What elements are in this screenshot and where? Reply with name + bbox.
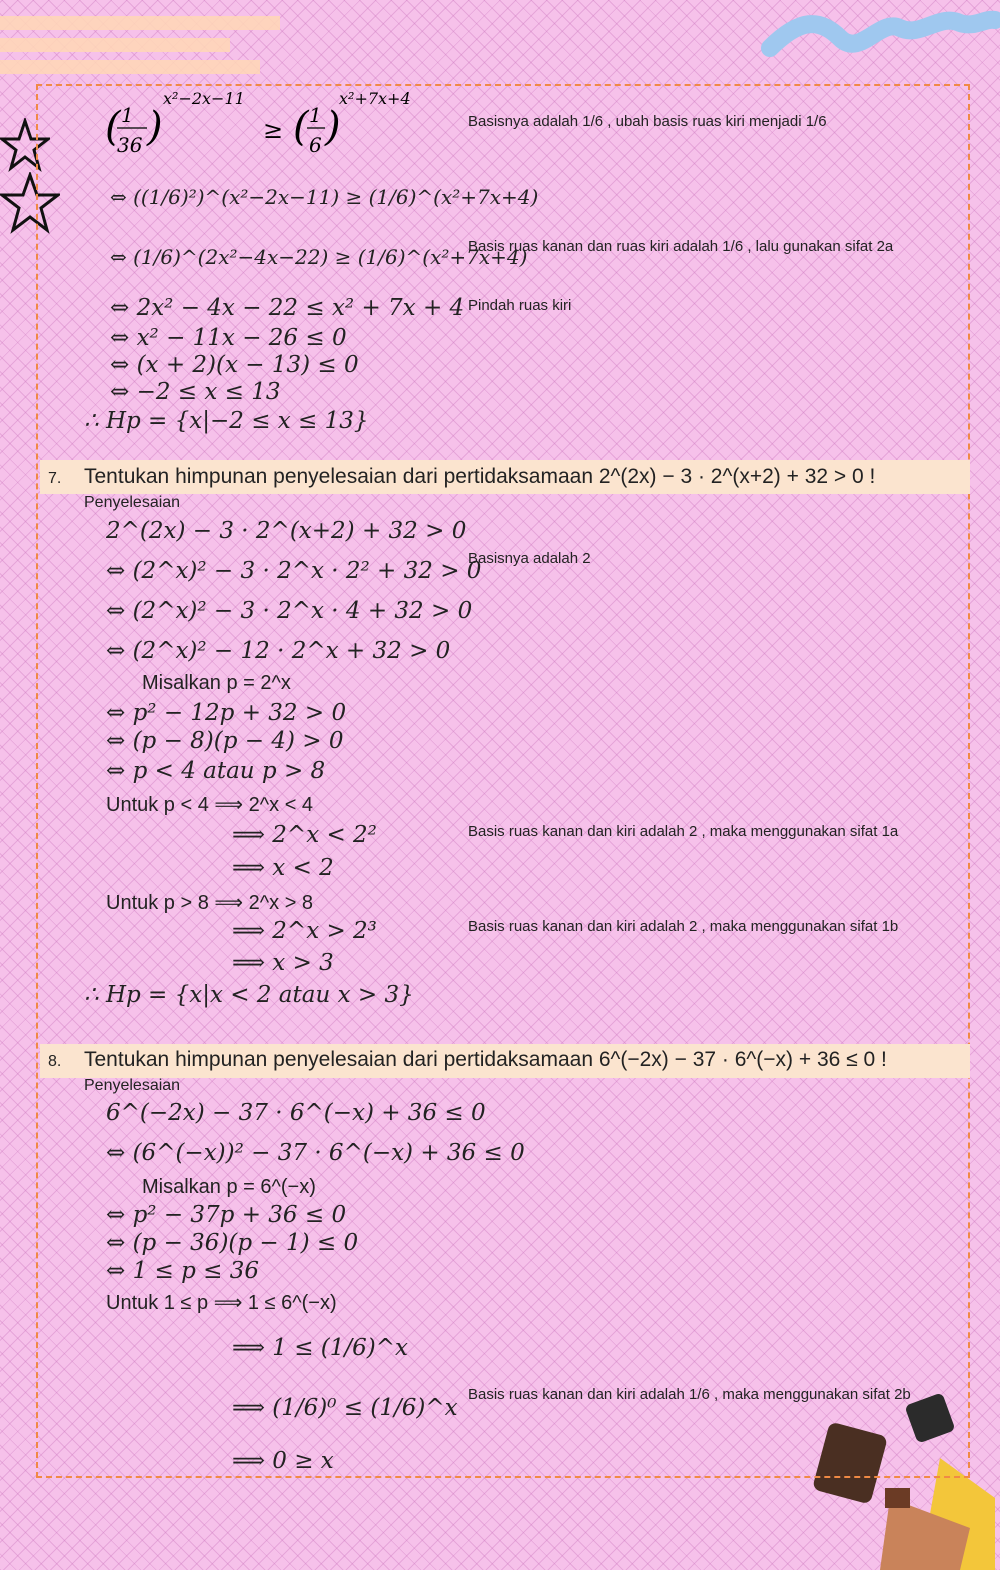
q7-penyelesaian-label: Penyelesaian: [84, 494, 181, 511]
q6-note-3: Pindah ruas kiri: [468, 297, 572, 314]
q6-line-5: ⇔ x² − 11x − 26 ≤ 0: [110, 325, 347, 351]
q6-line-6: ⇔ (x + 2)(x − 13) ≤ 0: [110, 352, 359, 378]
q7-number: 7.: [48, 470, 62, 487]
blue-scribble-icon: [760, 8, 1000, 78]
q7-note-3: Basis ruas kanan dan kiri adalah 2 , maka menggunakan sifat 1b: [468, 918, 899, 935]
q8-line-10: ⟹ 0 ≥ x: [232, 1448, 334, 1474]
q7-line-1: 2^(2x) − 3 · 2^(x+2) + 32 > 0: [106, 518, 467, 544]
q8-line-9: ⟹ (1/6)⁰ ≤ (1/6)^x: [232, 1395, 458, 1421]
q7-line-3: ⇔ (2^x)² − 3 · 2^x · 4 + 32 > 0: [106, 598, 473, 624]
q7-note-1: Basisnya adalah 2: [468, 550, 591, 567]
svg-text:(: (: [105, 104, 121, 150]
q8-line-5: ⇔ (p − 36)(p − 1) ≤ 0: [106, 1230, 359, 1256]
q7-line-14: ⟹ x > 3: [232, 950, 334, 976]
q6-note-2: Basis ruas kanan dan ruas kiri adalah 1/6 , lalu gunakan sifat 2a: [468, 238, 894, 255]
q8-penyelesaian-label: Penyelesaian: [84, 1077, 181, 1094]
q6-line-4: ⇔ 2x² − 4x − 22 ≤ x² + 7x + 4: [110, 295, 465, 321]
deco-stripe: [0, 38, 230, 52]
svg-text:36: 36: [117, 133, 143, 157]
q8-line-1: 6^(−2x) − 37 · 6^(−x) + 36 ≤ 0: [106, 1100, 486, 1126]
svg-text:): ): [325, 104, 341, 150]
q8-line-3: Misalkan p = 6^(−x): [142, 1176, 316, 1198]
svg-text:1: 1: [309, 103, 322, 127]
q7-line-12: Untuk p > 8 ⟹ 2^x > 8: [106, 892, 314, 914]
q8-question: Tentukan himpunan penyelesaian dari pertidaksamaan 6^(−2x) − 37 · 6^(−x) + 36 ≤ 0 !: [84, 1048, 887, 1071]
q8-line-7: Untuk 1 ≤ p ⟹ 1 ≤ 6^(−x): [106, 1292, 337, 1314]
q8-note-1: Basis ruas kanan dan kiri adalah 1/6 , maka menggunakan sifat 2b: [468, 1386, 911, 1403]
svg-text:x²−2x−11: x²−2x−11: [163, 90, 245, 108]
q7-question: Tentukan himpunan penyelesaian dari pertidaksamaan 2^(2x) − 3 · 2^(x+2) + 32 > 0 !: [84, 465, 876, 488]
q7-line-2: ⇔ (2^x)² − 3 · 2^x · 2² + 32 > 0: [106, 558, 482, 584]
q6-answer: ∴ Hp = {x|−2 ≤ x ≤ 13}: [84, 408, 369, 434]
deco-stripe: [0, 60, 260, 74]
q7-line-6: ⇔ p² − 12p + 32 > 0: [106, 700, 347, 726]
q8-line-8: ⟹ 1 ≤ (1/6)^x: [232, 1335, 409, 1361]
q7-note-2: Basis ruas kanan dan kiri adalah 2 , maka menggunakan sifat 1a: [468, 823, 899, 840]
q7-line-7: ⇔ (p − 8)(p − 4) > 0: [106, 728, 344, 754]
q8-line-6: ⇔ 1 ≤ p ≤ 36: [106, 1258, 259, 1284]
q6-line-1: [105, 90, 465, 166]
svg-text:x²+7x+4: x²+7x+4: [339, 90, 411, 108]
svg-text:≥: ≥: [263, 116, 284, 144]
q8-line-2: ⇔ (6^(−x))² − 37 · 6^(−x) + 36 ≤ 0: [106, 1140, 525, 1166]
svg-text:): ): [147, 104, 163, 150]
q6-line-7: ⇔ −2 ≤ x ≤ 13: [110, 379, 281, 405]
svg-text:(: (: [293, 104, 309, 150]
q8-number: 8.: [48, 1053, 62, 1070]
q7-line-9: Untuk p < 4 ⟹ 2^x < 4: [106, 794, 314, 816]
q7-line-13: ⟹ 2^x > 2³: [232, 918, 377, 944]
q6-note-1: Basisnya adalah 1/6 , ubah basis ruas kiri menjadi 1/6: [468, 113, 827, 130]
q7-line-4: ⇔ (2^x)² − 12 · 2^x + 32 > 0: [106, 638, 451, 664]
svg-text:1: 1: [121, 103, 134, 127]
q7-line-5: Misalkan p = 2^x: [142, 672, 291, 694]
q8-line-4: ⇔ p² − 37p + 36 ≤ 0: [106, 1202, 347, 1228]
q7-line-8: ⇔ p < 4 atau p > 8: [106, 758, 326, 784]
q6-line-3: ⇔ (1/6)^(2x²−4x−22) ≥ (1/6)^(x²+7x+4): [110, 245, 528, 269]
svg-text:6: 6: [309, 133, 322, 157]
q7-answer: ∴ Hp = {x|x < 2 atau x > 3}: [84, 982, 414, 1008]
q7-line-10: ⟹ 2^x < 2²: [232, 822, 377, 848]
q7-line-11: ⟹ x < 2: [232, 855, 334, 881]
deco-stripe: [0, 16, 280, 30]
q6-line-1-formula: [105, 90, 465, 160]
q6-line-2: ⇔ ((1/6)²)^(x²−2x−11) ≥ (1/6)^(x²+7x+4): [110, 185, 539, 209]
